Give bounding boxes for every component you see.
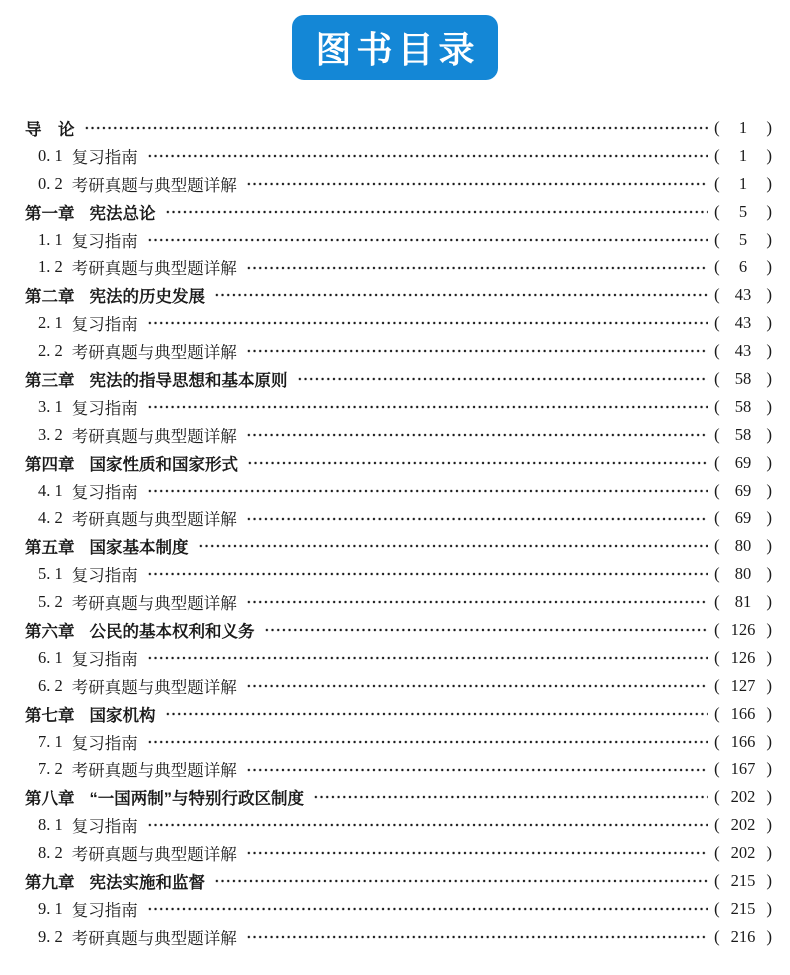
toc-entry-number: 7. 1 <box>38 731 63 751</box>
toc-entry-number: 1. 1 <box>38 229 63 249</box>
open-paren: ( <box>714 145 720 165</box>
toc-entry-number: 1. 2 <box>38 257 63 277</box>
toc-entry-page <box>714 927 772 947</box>
toc-row-section <box>25 895 772 923</box>
close-paren: ) <box>766 285 772 305</box>
dot-leader <box>246 839 708 867</box>
toc-entry-page <box>714 732 772 752</box>
toc-row-chapter <box>25 616 772 644</box>
toc-entry-title: 复习指南 <box>71 817 138 837</box>
dot-leader <box>147 560 708 588</box>
toc-entry-number: 导 论 <box>25 120 75 139</box>
toc-entry-title: 宪法的指导思想和基本原则 <box>89 371 288 390</box>
page-number: 43 <box>734 313 752 333</box>
open-paren: ( <box>714 173 720 193</box>
toc-entry-number: 8. 2 <box>38 843 63 863</box>
toc-row-section <box>25 644 772 672</box>
toc-entry-number: 第三章 <box>25 371 75 390</box>
toc-entry-page <box>714 620 772 640</box>
dot-leader <box>214 867 708 895</box>
open-paren: ( <box>714 898 720 918</box>
dot-leader <box>246 504 708 532</box>
toc-entry-page <box>714 759 772 779</box>
page-number: 215 <box>730 898 756 918</box>
toc-entry-number: 9. 2 <box>38 926 63 946</box>
dot-leader <box>246 588 708 616</box>
toc-entry-number: 3. 1 <box>38 396 63 416</box>
toc-entry-page <box>714 146 772 166</box>
toc-entry-title: 复习指南 <box>71 900 138 920</box>
toc-entry-number: 4. 1 <box>38 480 63 500</box>
toc-row-chapter <box>25 365 772 393</box>
open-paren: ( <box>714 703 720 723</box>
close-paren: ) <box>766 508 772 528</box>
page-number: 202 <box>730 787 756 807</box>
toc-entry-title: 考研真题与典型题详解 <box>71 845 237 865</box>
toc-entry-title: 复习指南 <box>71 398 138 418</box>
dot-leader <box>246 755 708 783</box>
toc-row-section <box>25 839 772 867</box>
toc-entry-page <box>714 174 772 194</box>
toc-entry-page <box>714 425 772 445</box>
toc-entry-number: 2. 1 <box>38 313 63 333</box>
toc-entry-number: 第七章 <box>25 706 75 725</box>
toc-entry-page <box>714 843 772 863</box>
toc-entry-title: 复习指南 <box>71 649 138 669</box>
toc-entry-title: 宪法的历史发展 <box>89 288 205 307</box>
open-paren: ( <box>714 759 720 779</box>
toc-entry-page <box>714 648 772 668</box>
toc-entry-number: 第六章 <box>25 622 75 641</box>
toc-entry-page <box>714 453 772 473</box>
page-number: 1 <box>738 173 748 193</box>
dot-leader <box>246 421 708 449</box>
toc-entry-number: 6. 1 <box>38 647 63 667</box>
toc-entry-number: 8. 1 <box>38 815 63 835</box>
toc-entry-number: 第二章 <box>25 288 75 307</box>
open-paren: ( <box>714 368 720 388</box>
toc-entry-title: 复习指南 <box>71 566 138 586</box>
open-paren: ( <box>714 508 720 528</box>
close-paren: ) <box>766 703 772 723</box>
page-number: 43 <box>734 341 752 361</box>
toc-row-chapter <box>25 532 772 560</box>
open-paren: ( <box>714 201 720 221</box>
toc-entry-title: 国家性质和国家形式 <box>89 455 238 474</box>
open-paren: ( <box>714 424 720 444</box>
open-paren: ( <box>714 815 720 835</box>
toc-list <box>0 114 790 951</box>
open-paren: ( <box>714 480 720 500</box>
toc-entry-number: 第四章 <box>25 455 75 474</box>
toc-entry-number: 2. 2 <box>38 341 63 361</box>
dot-leader <box>214 281 708 309</box>
open-paren: ( <box>714 452 720 472</box>
close-paren: ) <box>766 675 772 695</box>
dot-leader <box>147 477 708 505</box>
page-number: 6 <box>738 257 748 277</box>
open-paren: ( <box>714 536 720 556</box>
toc-entry-title: 考研真题与典型题详解 <box>71 594 237 614</box>
page-number: 43 <box>734 285 752 305</box>
toc-entry-title: 复习指南 <box>71 315 138 335</box>
close-paren: ) <box>766 368 772 388</box>
page-number: 69 <box>734 480 752 500</box>
toc-header-badge <box>292 15 498 80</box>
page-number: 167 <box>730 759 756 779</box>
toc-entry-title: 考研真题与典型题详解 <box>71 175 237 195</box>
toc-row-section <box>25 253 772 281</box>
toc-entry-number: 第一章 <box>25 204 75 223</box>
toc-entry-title: 复习指南 <box>71 482 138 502</box>
toc-entry-page <box>714 564 772 584</box>
dot-leader <box>147 728 708 756</box>
toc-row-section <box>25 923 772 951</box>
toc-entry-number: 7. 2 <box>38 759 63 779</box>
open-paren: ( <box>714 675 720 695</box>
toc-row-chapter <box>25 449 772 477</box>
page-number: 80 <box>734 536 752 556</box>
toc-entry-page <box>714 592 772 612</box>
dot-leader <box>147 644 708 672</box>
dot-leader <box>147 226 708 254</box>
open-paren: ( <box>714 731 720 751</box>
dot-leader <box>246 337 708 365</box>
page-number: 58 <box>734 396 752 416</box>
toc-entry-page <box>714 508 772 528</box>
toc-entry-page <box>714 341 772 361</box>
close-paren: ) <box>766 898 772 918</box>
close-paren: ) <box>766 313 772 333</box>
open-paren: ( <box>714 396 720 416</box>
toc-entry-number: 第八章 <box>25 790 75 809</box>
open-paren: ( <box>714 285 720 305</box>
close-paren: ) <box>766 564 772 584</box>
toc-row-chapter <box>25 114 772 142</box>
toc-entry-title: 考研真题与典型题详解 <box>71 510 237 530</box>
toc-entry-number: 0. 1 <box>38 145 63 165</box>
dot-leader <box>165 198 709 226</box>
toc-row-section <box>25 755 772 783</box>
open-paren: ( <box>714 647 720 667</box>
page-number: 5 <box>738 229 748 249</box>
toc-entry-title: 考研真题与典型题详解 <box>71 259 237 279</box>
dot-leader <box>313 783 708 811</box>
close-paren: ) <box>766 926 772 946</box>
toc-row-section <box>25 309 772 337</box>
toc-entry-title: 考研真题与典型题详解 <box>71 761 237 781</box>
page-number: 166 <box>730 703 756 723</box>
toc-entry-page <box>714 871 772 891</box>
toc-entry-title: 国家基本制度 <box>89 539 189 558</box>
close-paren: ) <box>766 787 772 807</box>
dot-leader <box>198 532 709 560</box>
dot-leader <box>246 672 708 700</box>
toc-entry-number: 3. 2 <box>38 424 63 444</box>
page-number: 126 <box>730 619 756 639</box>
toc-row-chapter <box>25 867 772 895</box>
dot-leader <box>84 114 709 142</box>
close-paren: ) <box>766 452 772 472</box>
toc-row-section <box>25 393 772 421</box>
open-paren: ( <box>714 257 720 277</box>
close-paren: ) <box>766 173 772 193</box>
toc-entry-title: 考研真题与典型题详解 <box>71 343 237 363</box>
toc-entry-title: 复习指南 <box>71 733 138 753</box>
open-paren: ( <box>714 619 720 639</box>
close-paren: ) <box>766 229 772 249</box>
close-paren: ) <box>766 480 772 500</box>
toc-row-section <box>25 560 772 588</box>
open-paren: ( <box>714 564 720 584</box>
toc-entry-page <box>714 676 772 696</box>
open-paren: ( <box>714 870 720 890</box>
close-paren: ) <box>766 870 772 890</box>
toc-entry-page <box>714 899 772 919</box>
dot-leader <box>246 170 708 198</box>
page-number: 58 <box>734 424 752 444</box>
close-paren: ) <box>766 843 772 863</box>
toc-row-section <box>25 226 772 254</box>
dot-leader <box>165 700 709 728</box>
toc-entry-title: 考研真题与典型题详解 <box>71 677 237 697</box>
toc-entry-number: 0. 2 <box>38 173 63 193</box>
toc-entry-number: 5. 2 <box>38 592 63 612</box>
dot-leader <box>247 449 708 477</box>
page-number: 216 <box>730 926 756 946</box>
open-paren: ( <box>714 926 720 946</box>
toc-row-chapter <box>25 783 772 811</box>
close-paren: ) <box>766 536 772 556</box>
close-paren: ) <box>766 619 772 639</box>
toc-row-section <box>25 142 772 170</box>
close-paren: ) <box>766 257 772 277</box>
toc-row-chapter <box>25 198 772 226</box>
page-number: 127 <box>730 675 756 695</box>
dot-leader <box>147 142 708 170</box>
page-number: 58 <box>734 368 752 388</box>
close-paren: ) <box>766 647 772 667</box>
toc-entry-number: 第五章 <box>25 539 75 558</box>
toc-entry-page <box>714 787 772 807</box>
open-paren: ( <box>714 117 720 137</box>
close-paren: ) <box>766 815 772 835</box>
page-number: 69 <box>734 508 752 528</box>
toc-entry-title: 复习指南 <box>71 231 138 251</box>
toc-entry-page <box>714 536 772 556</box>
close-paren: ) <box>766 592 772 612</box>
toc-entry-page <box>714 369 772 389</box>
toc-entry-title: 宪法实施和监督 <box>89 873 205 892</box>
dot-leader <box>147 393 708 421</box>
page-number: 1 <box>738 117 748 137</box>
open-paren: ( <box>714 341 720 361</box>
toc-row-section <box>25 170 772 198</box>
page-number: 202 <box>730 815 756 835</box>
dot-leader <box>147 811 708 839</box>
dot-leader <box>147 309 708 337</box>
toc-row-section <box>25 337 772 365</box>
toc-entry-title: “一国两制”与特别行政区制度 <box>89 790 304 809</box>
toc-entry-page <box>714 704 772 724</box>
dot-leader <box>264 616 709 644</box>
toc-entry-page <box>714 481 772 501</box>
page-number: 80 <box>734 564 752 584</box>
toc-row-section <box>25 421 772 449</box>
page-number: 215 <box>730 870 756 890</box>
toc-row-chapter <box>25 281 772 309</box>
toc-entry-number: 9. 1 <box>38 898 63 918</box>
toc-entry-page <box>714 313 772 333</box>
dot-leader <box>147 895 708 923</box>
page-number: 69 <box>734 452 752 472</box>
toc-entry-number: 5. 1 <box>38 564 63 584</box>
close-paren: ) <box>766 396 772 416</box>
toc-row-section <box>25 588 772 616</box>
toc-row-section <box>25 811 772 839</box>
dot-leader <box>246 253 708 281</box>
toc-row-section <box>25 504 772 532</box>
toc-entry-page <box>714 285 772 305</box>
toc-entry-page <box>714 202 772 222</box>
open-paren: ( <box>714 843 720 863</box>
open-paren: ( <box>714 313 720 333</box>
close-paren: ) <box>766 117 772 137</box>
open-paren: ( <box>714 229 720 249</box>
open-paren: ( <box>714 592 720 612</box>
open-paren: ( <box>714 787 720 807</box>
page-number: 5 <box>738 201 748 221</box>
toc-entry-page <box>714 257 772 277</box>
toc-entry-title: 国家机构 <box>89 706 156 725</box>
close-paren: ) <box>766 424 772 444</box>
close-paren: ) <box>766 759 772 779</box>
dot-leader <box>297 365 709 393</box>
page-number: 202 <box>730 843 756 863</box>
toc-entry-title: 宪法总论 <box>89 204 156 223</box>
toc-row-section <box>25 477 772 505</box>
page-number: 126 <box>730 647 756 667</box>
page-number: 81 <box>734 592 752 612</box>
toc-entry-number: 第九章 <box>25 873 75 892</box>
close-paren: ) <box>766 341 772 361</box>
dot-leader <box>246 923 708 951</box>
toc-row-section <box>25 672 772 700</box>
page-number: 166 <box>730 731 756 751</box>
toc-entry-title: 考研真题与典型题详解 <box>71 928 237 948</box>
close-paren: ) <box>766 731 772 751</box>
toc-entry-page <box>714 397 772 417</box>
toc-entry-page <box>714 815 772 835</box>
page-number: 1 <box>738 145 748 165</box>
close-paren: ) <box>766 145 772 165</box>
toc-entry-number: 4. 2 <box>38 508 63 528</box>
toc-entry-page <box>714 118 772 138</box>
toc-entry-page <box>714 230 772 250</box>
toc-header-badge-label: 图书目录 <box>315 29 480 70</box>
toc-entry-number: 6. 2 <box>38 675 63 695</box>
toc-row-section <box>25 728 772 756</box>
toc-entry-title: 考研真题与典型题详解 <box>71 426 237 446</box>
toc-row-chapter <box>25 700 772 728</box>
toc-entry-title: 复习指南 <box>71 147 138 167</box>
toc-entry-title: 公民的基本权利和义务 <box>89 622 255 641</box>
close-paren: ) <box>766 201 772 221</box>
